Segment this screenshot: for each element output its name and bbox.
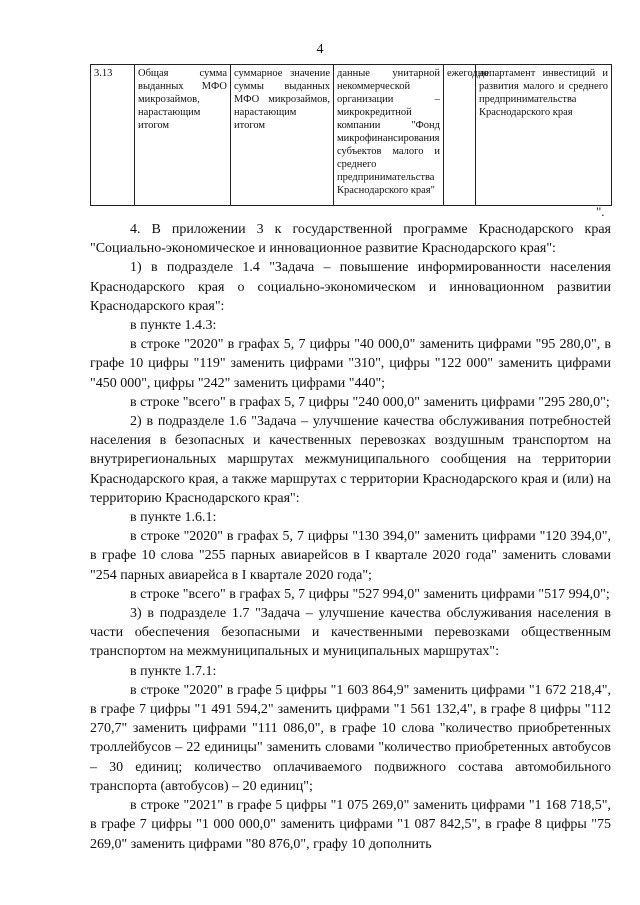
paragraph: в строке "2021" в графе 5 цифры "1 075 269,0" заменить цифрами "1 168 718,5", в графе 7 цифры "1 000 000,0" заменить цифрами "1 087 842,5", в графе 8 цифры "75 269,0" заменить цифрами "80 876,0", графу 10 дополнить xyxy=(90,798,611,852)
indicator-name-cell: Общая сумма выданных МФО микрозаймов, нарастающим итогом xyxy=(135,65,231,206)
table-row xyxy=(91,65,612,206)
responsible-cell: департамент инвестиций и развития малого и среднего предпринимательства Краснодарского края xyxy=(476,65,612,206)
page-number: 4 xyxy=(316,42,324,57)
paragraph: в строке "2020" в графах 5, 7 цифры "40 000,0" заменить цифрами "95 280,0", в графе 10 цифры "119" заменить цифрами "310", цифры "122 000" заменить цифрами "450 000", цифры "242" заменить цифрами "440"; xyxy=(90,337,611,391)
body-text xyxy=(90,220,611,854)
data-source-cell: данные унитарной некоммерческой организации – микрокредитной компании "Фонд микрофинансирования субъектов малого и среднего предпринимательства Краснодарского края" xyxy=(334,65,444,206)
paragraph: в пункте 1.4.3: xyxy=(130,318,217,334)
paragraph: в пункте 1.6.1: xyxy=(130,510,217,526)
indicator-table xyxy=(90,64,612,206)
paragraph: 2) в подразделе 1.6 "Задача – улучшение качества обслуживания потребностей населения в безопасных и качественных перевозках воздушным транспортом на внутрирегиональных маршрутах межмуниципального сообщения на территории Краснодарского края, а также маршрутах с территории Краснодарского края и (или) на территорию Краснодарского края": xyxy=(90,414,611,506)
paragraph: в строке "всего" в графах 5, 7 цифры "240 000,0" заменить цифрами "295 280,0"; xyxy=(130,394,610,410)
paragraph: 1) в подразделе 1.4 "Задача – повышение информированности населения Краснодарского края о социально-экономическом и инновационном развитии Краснодарского края": xyxy=(90,260,611,314)
indicator-definition-cell: суммарное значение суммы выданных МФО микрозаймов, нарастающим итогом xyxy=(231,65,334,206)
paragraph: в пункте 1.7.1: xyxy=(130,663,217,679)
paragraph: в строке "2020" в графах 5, 7 цифры "130 394,0" заменить цифрами "120 394,0", в графе 10 слова "255 парных авиарейсов в I квартале 2020 года" заменить словами "254 парных авиарейса в I квартале 2020 года"; xyxy=(90,529,611,583)
paragraph: в строке "всего" в графах 5, 7 цифры "527 994,0" заменить цифрами "517 994,0"; xyxy=(130,586,610,602)
paragraph: 3) в подразделе 1.7 "Задача – улучшение качества обслуживания населения в части обеспечения безопасными и качественными перевозками общественным транспортом на межмуниципальных и муниципальных маршрутах": xyxy=(90,606,611,660)
paragraph: в строке "2020" в графе 5 цифры "1 603 864,9" заменить цифрами "1 672 218,4", в графе 7 цифры "1 491 594,2" заменить цифрами "1 561 132,4", в графе 8 цифры "112 270,7" заменить цифрами "111 086,0", в графе 10 слова "количество приобретенных троллейбусов – 22 единицы" заменить словами "количество приобретенных автобусов – 30 единиц; количество оплачиваемого подвижного состава автомобильного транспорта (автобусов) – 20 единиц"; xyxy=(90,682,611,794)
closing-quote: ". xyxy=(596,204,605,219)
paragraph: 4. В приложении 3 к государственной программе Краснодарского края "Социально-экономическое и инновационное развитие Краснодарского края": xyxy=(90,222,611,257)
period-cell: ежегодно xyxy=(444,65,476,206)
row-number-cell: 3.13 xyxy=(91,65,135,206)
